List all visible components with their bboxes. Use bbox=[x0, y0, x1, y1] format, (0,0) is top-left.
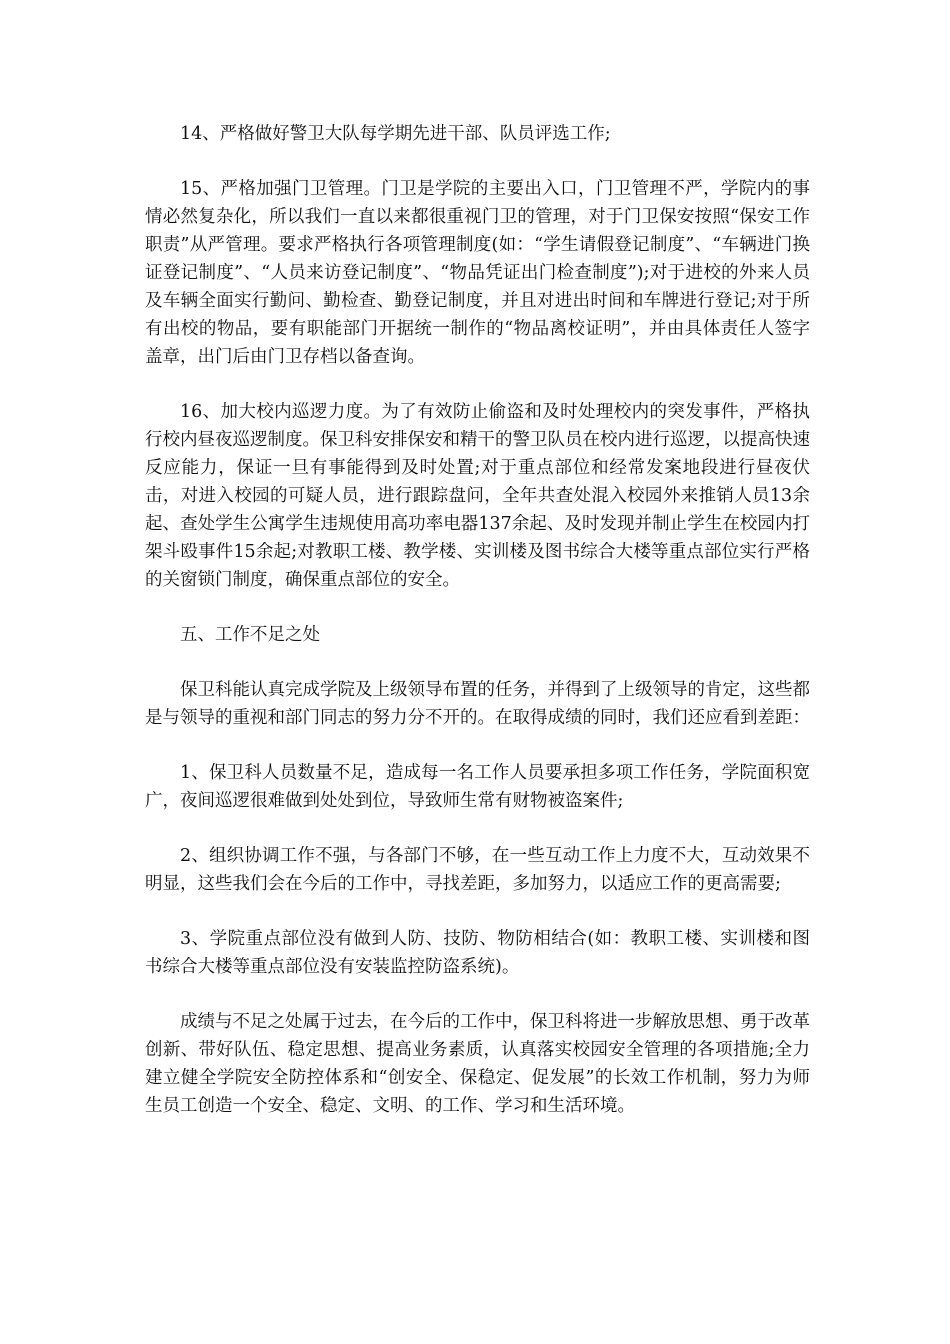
paragraph-item-16: 16、加大校内巡逻力度。为了有效防止偷盗和及时处理校内的突发事件，严格执行校内昼夜巡逻制度。保卫科安排保安和精干的警卫队员在校内进行巡逻，以提高快速反应能力，保证一旦有事能得到及时处置;对于重点部位和经常发案地段进行昼夜伏击，对进入校园的可疑人员，进行跟踪盘问，全年共查处混入校园外来推销人员13余起、查处学生公寓学生违规使用高功率电器137余起、及时发现并制止学生在校园内打架斗殴事件15余起;对教职工楼、教学楼、实训楼及图书综合大楼等重点部位实行严格的关窗锁门制度，确保重点部位的安全。 bbox=[145, 402, 810, 590]
paragraph-item-15: 15、严格加强门卫管理。门卫是学院的主要出入口，门卫管理不严，学院内的事情必然复杂化，所以我们一直以来都很重视门卫的管理，对于门卫保安按照“保安工作职责”从严管理。要求严格执行各项管理制度(如：“学生请假登记制度”、“车辆进门换证登记制度”、“人员来访登记制度”、“物品凭证出门检查制度”);对于进校的外来人员及车辆全面实行勤问、勤检查、勤登记制度，并且对进出时间和车牌进行登记;对于所有出校的物品，要有职能部门开据统一制作的“物品离校证明”，并由具体责任人签字盖章，出门后由门卫存档以备查询。 bbox=[145, 179, 810, 367]
paragraph-item-14: 14、严格做好警卫大队每学期先进干部、队员评选工作; bbox=[180, 124, 611, 144]
shortcoming-item-1: 1、保卫科人员数量不足，造成每一名工作人员要承担多项工作任务，学院面积宽广，夜间巡逻很难做到处处到位，导致师生常有财物被盗案件; bbox=[145, 763, 810, 811]
conclusion-paragraph: 成绩与不足之处属于过去，在今后的工作中，保卫科将进一步解放思想、勇于改革创新、带好队伍、稳定思想、提高业务素质，认真落实校园安全管理的各项措施;全力建立健全学院安全防控体系和“创安全、保稳定、促发展”的长效工作机制，努力为师生员工创造一个安全、稳定、文明、的工作、学习和生活环境。 bbox=[145, 1012, 810, 1116]
shortcoming-item-3: 3、学院重点部位没有做到人防、技防、物防相结合(如：教职工楼、实训楼和图书综合大楼等重点部位没有安装监控防盗系统)。 bbox=[145, 929, 810, 977]
shortcoming-item-2: 2、组织协调工作不强，与各部门不够，在一些互动工作上力度不大，互动效果不明显，这些我们会在今后的工作中，寻找差距，多加努力，以适应工作的更高需要; bbox=[145, 846, 810, 894]
intro-paragraph: 保卫科能认真完成学院及上级领导布置的任务，并得到了上级领导的肯定，这些都是与领导的重视和部门同志的努力分不开的。在取得成绩的同时，我们还应看到差距： bbox=[145, 680, 810, 728]
document-page bbox=[145, 120, 810, 1147]
section-heading: 五、工作不足之处 bbox=[180, 625, 320, 645]
